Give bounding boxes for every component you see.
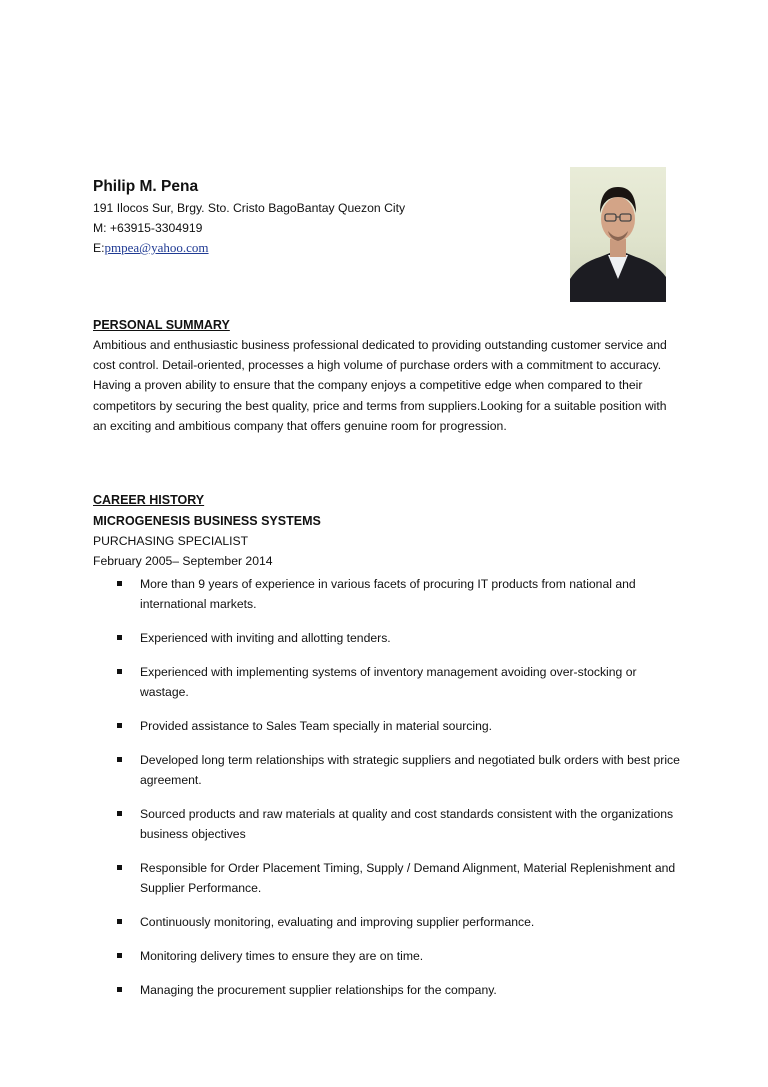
square-bullet-icon: [117, 723, 122, 728]
list-item-text: Provided assistance to Sales Team specially in material sourcing.: [140, 719, 493, 733]
list-item-text: Sourced products and raw materials at quality and cost standards consistent with the organizations business objectives: [140, 807, 674, 841]
square-bullet-icon: [117, 811, 122, 816]
list-item: [93, 912, 685, 932]
personal-summary-heading: PERSONAL SUMMARY: [93, 318, 230, 332]
phone-number: M: +63915-3304919: [93, 221, 203, 235]
company-name: MICROGENESIS BUSINESS SYSTEMS: [93, 514, 321, 528]
responsibilities-list: [93, 574, 683, 1000]
job-title: PURCHASING SPECIALIST: [93, 534, 249, 548]
list-item: [93, 804, 685, 844]
email-line: [93, 238, 553, 258]
list-item: [93, 574, 685, 614]
career-history-section: [93, 490, 683, 1014]
list-item-text: Monitoring delivery times to ensure they are on time.: [140, 949, 424, 963]
list-item: [93, 716, 685, 736]
personal-summary-section: [93, 315, 683, 436]
square-bullet-icon: [117, 581, 122, 586]
square-bullet-icon: [117, 865, 122, 870]
square-bullet-icon: [117, 987, 122, 992]
list-item-text: Managing the procurement supplier relationships for the company.: [140, 983, 497, 997]
square-bullet-icon: [117, 757, 122, 762]
list-item-text: Continuously monitoring, evaluating and improving supplier performance.: [140, 915, 535, 929]
square-bullet-icon: [117, 669, 122, 674]
list-item: [93, 858, 685, 898]
list-item-text: Responsible for Order Placement Timing, Supply / Demand Alignment, Material Replenishment and Supplier Performance.: [140, 861, 676, 895]
email-link[interactable]: pmpea@yahoo.com: [104, 240, 209, 255]
list-item-text: Experienced with implementing systems of inventory management avoiding over-stocking or wastage.: [140, 665, 637, 699]
list-item-text: More than 9 years of experience in various facets of procuring IT products from national and international markets.: [140, 577, 636, 611]
career-history-heading: CAREER HISTORY: [93, 493, 205, 507]
list-item: [93, 980, 685, 1000]
contact-header: [93, 176, 553, 258]
personal-summary-text: Ambitious and enthusiastic business professional dedicated to providing outstanding customer service and cost control. Detail-oriented, processes a high volume of purchase orders with a commitment to accuracy. Having a proven ability to ensure that the company enjoys a competitive edge when compared to their competitors by securing the best quality, price and terms from suppliers.Looking for a suitable position with an exciting and ambitious company that offers genuine room for progression.: [93, 338, 667, 433]
list-item: [93, 946, 685, 966]
square-bullet-icon: [117, 635, 122, 640]
employment-dates: February 2005– September 2014: [93, 553, 273, 568]
list-item: [93, 662, 685, 702]
email-prefix: E:: [93, 241, 105, 255]
list-item-text: Developed long term relationships with strategic suppliers and negotiated bulk orders with best price agreement.: [140, 753, 680, 787]
address: 191 Ilocos Sur, Brgy. Sto. Cristo BagoBantay Quezon City: [93, 201, 406, 215]
list-item: [93, 628, 685, 648]
profile-photo: [570, 167, 666, 302]
square-bullet-icon: [117, 953, 122, 958]
list-item-text: Experienced with inviting and allotting tenders.: [140, 631, 391, 645]
candidate-name: Philip M. Pena: [93, 178, 199, 195]
list-item: [93, 750, 685, 790]
square-bullet-icon: [117, 919, 122, 924]
